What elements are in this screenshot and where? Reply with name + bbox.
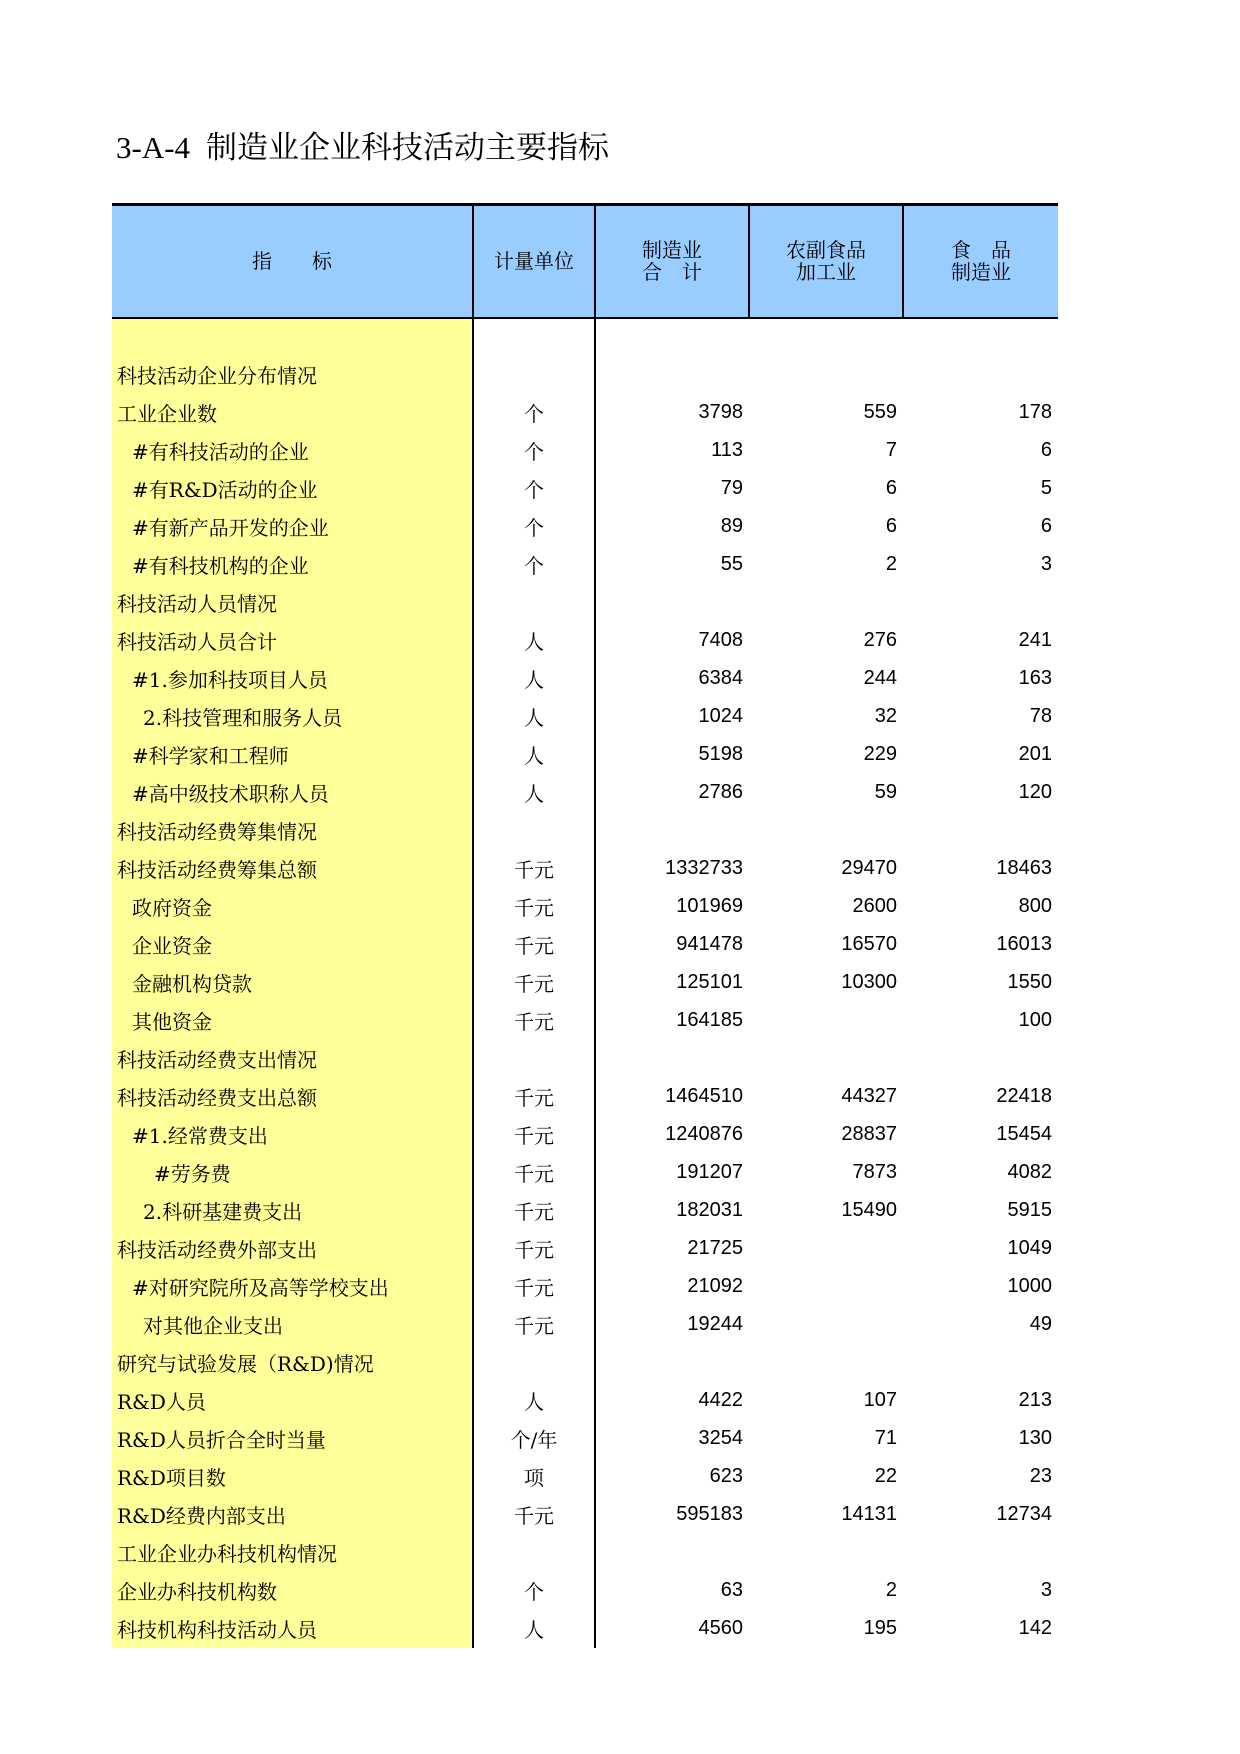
table-row bbox=[112, 1268, 1058, 1306]
indicator-label: 工业企业办科技机构情况 bbox=[112, 1534, 473, 1572]
unit-cell: 个 bbox=[473, 546, 595, 584]
value-food-manufacturing: 18463 bbox=[996, 857, 1052, 879]
indicator-label: #对研究院所及高等学校支出 bbox=[112, 1268, 473, 1306]
value-agri-food-processing bbox=[749, 1002, 903, 1040]
unit-cell: 个 bbox=[473, 470, 595, 508]
value-manufacturing-total: 4560 bbox=[698, 1617, 743, 1639]
unit-cell: 千元 bbox=[473, 1306, 595, 1344]
value-manufacturing-total: 941478 bbox=[676, 933, 743, 955]
indicator-label: 科技活动经费支出总额 bbox=[112, 1078, 473, 1116]
value-food-manufacturing: 78 bbox=[1029, 705, 1052, 727]
header-line: 制造业 bbox=[642, 238, 702, 263]
value-manufacturing-total: 182031 bbox=[676, 1199, 743, 1221]
unit-cell: 千元 bbox=[473, 850, 595, 888]
value-food-manufacturing: 241 bbox=[1018, 629, 1052, 651]
header-line: 农副食品 bbox=[786, 238, 866, 263]
indicator-label: 2.科研基建费支出 bbox=[112, 1192, 473, 1230]
indicator-label: 科技活动企业分布情况 bbox=[112, 356, 473, 394]
value-agri-food-processing: 276 bbox=[863, 629, 897, 651]
value-food-manufacturing: 201 bbox=[1018, 743, 1052, 765]
value-agri-food-processing: 10300 bbox=[841, 971, 897, 993]
indicator-label: 科技活动人员情况 bbox=[112, 584, 473, 622]
table-row bbox=[112, 394, 1058, 432]
column-header-unit bbox=[473, 205, 595, 318]
unit-cell: 人 bbox=[473, 774, 595, 812]
value-food-manufacturing: 163 bbox=[1018, 667, 1052, 689]
value-agri-food-processing: 44327 bbox=[841, 1085, 897, 1107]
value-agri-food-processing: 59 bbox=[874, 781, 897, 803]
table-title-text: 制造业企业科技活动主要指标 bbox=[206, 130, 610, 165]
value-food-manufacturing: 142 bbox=[1018, 1617, 1052, 1639]
value-agri-food-processing bbox=[749, 1230, 903, 1268]
value-agri-food-processing: 7873 bbox=[852, 1161, 897, 1183]
spacer-cell bbox=[473, 318, 595, 356]
table-row bbox=[112, 1040, 1058, 1078]
value-food-manufacturing: 12734 bbox=[996, 1503, 1052, 1525]
value-manufacturing-total: 6384 bbox=[698, 667, 743, 689]
indicator-label: 企业办科技机构数 bbox=[112, 1572, 473, 1610]
header-line: 计量单位 bbox=[494, 249, 574, 274]
indicator-label: 科技活动经费筹集情况 bbox=[112, 812, 473, 850]
header-line: 加工业 bbox=[796, 260, 856, 285]
value-manufacturing-total bbox=[595, 1344, 749, 1382]
unit-cell: 个 bbox=[473, 394, 595, 432]
value-food-manufacturing bbox=[903, 812, 1058, 850]
column-header-indicator bbox=[112, 205, 473, 318]
value-manufacturing-total: 2786 bbox=[698, 781, 743, 803]
value-manufacturing-total: 63 bbox=[720, 1579, 743, 1601]
unit-cell: 个 bbox=[473, 508, 595, 546]
table-row bbox=[112, 1382, 1058, 1420]
unit-cell bbox=[473, 1534, 595, 1572]
value-manufacturing-total: 1024 bbox=[698, 705, 743, 727]
value-manufacturing-total: 4422 bbox=[698, 1389, 743, 1411]
indicator-label: #1.参加科技项目人员 bbox=[112, 660, 473, 698]
indicator-label: 工业企业数 bbox=[112, 394, 473, 432]
value-food-manufacturing: 3 bbox=[1040, 1579, 1052, 1601]
value-food-manufacturing: 3 bbox=[1040, 553, 1052, 575]
table-row bbox=[112, 1154, 1058, 1192]
unit-cell: 人 bbox=[473, 736, 595, 774]
value-agri-food-processing bbox=[749, 584, 903, 622]
value-manufacturing-total: 1332733 bbox=[665, 857, 743, 879]
value-manufacturing-total: 125101 bbox=[676, 971, 743, 993]
value-agri-food-processing: 29470 bbox=[841, 857, 897, 879]
value-food-manufacturing bbox=[903, 356, 1058, 394]
indicator-label: 政府资金 bbox=[112, 888, 473, 926]
value-agri-food-processing bbox=[749, 1268, 903, 1306]
indicator-label: 金融机构贷款 bbox=[112, 964, 473, 1002]
value-agri-food-processing: 107 bbox=[863, 1389, 897, 1411]
value-manufacturing-total: 5198 bbox=[698, 743, 743, 765]
table-row bbox=[112, 736, 1058, 774]
value-agri-food-processing: 244 bbox=[863, 667, 897, 689]
table-row bbox=[112, 1420, 1058, 1458]
unit-cell: 千元 bbox=[473, 1192, 595, 1230]
indicator-label: R&D人员折合全时当量 bbox=[112, 1420, 473, 1458]
value-manufacturing-total: 55 bbox=[720, 553, 743, 575]
indicator-label: #科学家和工程师 bbox=[112, 736, 473, 774]
value-agri-food-processing: 2 bbox=[885, 1579, 897, 1601]
value-manufacturing-total: 1240876 bbox=[665, 1123, 743, 1145]
indicator-label: 对其他企业支出 bbox=[112, 1306, 473, 1344]
header-line: 合 计 bbox=[642, 260, 702, 285]
table-row bbox=[112, 1192, 1058, 1230]
value-agri-food-processing: 195 bbox=[863, 1617, 897, 1639]
indicator-label: 研究与试验发展（R&D)情况 bbox=[112, 1344, 473, 1382]
table-row bbox=[112, 1078, 1058, 1116]
unit-cell: 个/年 bbox=[473, 1420, 595, 1458]
value-food-manufacturing: 1000 bbox=[1007, 1275, 1052, 1297]
column-header-agri-food-processing bbox=[749, 205, 903, 318]
indicator-label: #有科技活动的企业 bbox=[112, 432, 473, 470]
indicator-label: R&D经费内部支出 bbox=[112, 1496, 473, 1534]
table-row bbox=[112, 1306, 1058, 1344]
value-agri-food-processing bbox=[749, 1306, 903, 1344]
value-food-manufacturing: 120 bbox=[1018, 781, 1052, 803]
value-food-manufacturing: 5915 bbox=[1007, 1199, 1052, 1221]
table-row bbox=[112, 1458, 1058, 1496]
value-agri-food-processing bbox=[749, 356, 903, 394]
value-food-manufacturing bbox=[903, 1344, 1058, 1382]
value-food-manufacturing: 16013 bbox=[996, 933, 1052, 955]
table-row bbox=[112, 1572, 1058, 1610]
value-food-manufacturing: 6 bbox=[1040, 439, 1052, 461]
table-row bbox=[112, 850, 1058, 888]
unit-cell: 千元 bbox=[473, 926, 595, 964]
unit-cell: 人 bbox=[473, 660, 595, 698]
value-agri-food-processing: 2 bbox=[885, 553, 897, 575]
table-code: 3-A-4 bbox=[116, 130, 191, 165]
spacer-cell bbox=[595, 318, 749, 356]
value-food-manufacturing: 23 bbox=[1029, 1465, 1052, 1487]
unit-cell: 人 bbox=[473, 622, 595, 660]
value-food-manufacturing bbox=[903, 1040, 1058, 1078]
table-row bbox=[112, 622, 1058, 660]
unit-cell: 个 bbox=[473, 432, 595, 470]
value-food-manufacturing: 213 bbox=[1018, 1389, 1052, 1411]
header-row bbox=[112, 205, 1058, 318]
header-line: 食 品 bbox=[951, 238, 1011, 263]
value-agri-food-processing: 15490 bbox=[841, 1199, 897, 1221]
table-row bbox=[112, 812, 1058, 850]
table-row bbox=[112, 432, 1058, 470]
indicator-label: 科技活动经费筹集总额 bbox=[112, 850, 473, 888]
indicator-table bbox=[112, 203, 1058, 1648]
value-manufacturing-total: 7408 bbox=[698, 629, 743, 651]
indicator-label: #1.经常费支出 bbox=[112, 1116, 473, 1154]
table-row bbox=[112, 774, 1058, 812]
table-row bbox=[112, 1496, 1058, 1534]
value-food-manufacturing bbox=[903, 584, 1058, 622]
unit-cell: 千元 bbox=[473, 1230, 595, 1268]
value-agri-food-processing: 28837 bbox=[841, 1123, 897, 1145]
value-food-manufacturing: 22418 bbox=[996, 1085, 1052, 1107]
indicator-label: #有新产品开发的企业 bbox=[112, 508, 473, 546]
indicator-label: 科技活动经费外部支出 bbox=[112, 1230, 473, 1268]
value-food-manufacturing: 15454 bbox=[996, 1123, 1052, 1145]
table-row bbox=[112, 1230, 1058, 1268]
value-agri-food-processing: 16570 bbox=[841, 933, 897, 955]
header-line: 制造业 bbox=[951, 260, 1011, 285]
table-row bbox=[112, 698, 1058, 736]
value-agri-food-processing: 71 bbox=[874, 1427, 897, 1449]
value-agri-food-processing: 6 bbox=[885, 515, 897, 537]
value-agri-food-processing: 6 bbox=[885, 477, 897, 499]
unit-cell: 千元 bbox=[473, 1154, 595, 1192]
value-agri-food-processing: 7 bbox=[885, 439, 897, 461]
value-manufacturing-total: 595183 bbox=[676, 1503, 743, 1525]
unit-cell: 千元 bbox=[473, 1002, 595, 1040]
value-manufacturing-total: 113 bbox=[711, 439, 743, 461]
spacer-cell bbox=[749, 318, 903, 356]
indicator-label: 科技活动人员合计 bbox=[112, 622, 473, 660]
value-food-manufacturing: 178 bbox=[1018, 401, 1052, 423]
value-agri-food-processing: 32 bbox=[874, 705, 897, 727]
unit-cell bbox=[473, 812, 595, 850]
column-header-manufacturing-total bbox=[595, 205, 749, 318]
table-row bbox=[112, 356, 1058, 394]
indicator-label: #高中级技术职称人员 bbox=[112, 774, 473, 812]
table-row bbox=[112, 546, 1058, 584]
value-manufacturing-total bbox=[595, 1040, 749, 1078]
spacer-row bbox=[112, 318, 1058, 356]
unit-cell: 千元 bbox=[473, 1496, 595, 1534]
table-row bbox=[112, 964, 1058, 1002]
table-row bbox=[112, 584, 1058, 622]
value-manufacturing-total bbox=[595, 356, 749, 394]
unit-cell: 千元 bbox=[473, 964, 595, 1002]
value-agri-food-processing: 2600 bbox=[852, 895, 897, 917]
value-manufacturing-total: 3798 bbox=[698, 401, 743, 423]
unit-cell: 千元 bbox=[473, 888, 595, 926]
value-manufacturing-total: 3254 bbox=[698, 1427, 743, 1449]
value-food-manufacturing: 800 bbox=[1018, 895, 1052, 917]
spacer-cell bbox=[112, 318, 473, 356]
table-row bbox=[112, 1116, 1058, 1154]
table-row bbox=[112, 1002, 1058, 1040]
indicator-label: 其他资金 bbox=[112, 1002, 473, 1040]
unit-cell: 个 bbox=[473, 1572, 595, 1610]
indicator-label: #劳务费 bbox=[112, 1154, 473, 1192]
value-manufacturing-total: 89 bbox=[720, 515, 743, 537]
value-agri-food-processing: 229 bbox=[863, 743, 897, 765]
value-manufacturing-total: 79 bbox=[720, 477, 743, 499]
unit-cell: 人 bbox=[473, 1610, 595, 1648]
indicator-label: 2.科技管理和服务人员 bbox=[112, 698, 473, 736]
table-row bbox=[112, 508, 1058, 546]
indicator-label: R&D项目数 bbox=[112, 1458, 473, 1496]
value-manufacturing-total: 164185 bbox=[676, 1009, 743, 1031]
value-agri-food-processing bbox=[749, 1344, 903, 1382]
table-row bbox=[112, 1610, 1058, 1648]
table-row bbox=[112, 1344, 1058, 1382]
value-food-manufacturing: 100 bbox=[1018, 1009, 1052, 1031]
indicator-label: 企业资金 bbox=[112, 926, 473, 964]
spacer-cell bbox=[903, 318, 1058, 356]
unit-cell: 人 bbox=[473, 1382, 595, 1420]
table-row bbox=[112, 1534, 1058, 1572]
table-title bbox=[116, 122, 609, 167]
value-manufacturing-total: 19244 bbox=[687, 1313, 743, 1335]
unit-cell: 人 bbox=[473, 698, 595, 736]
unit-cell: 千元 bbox=[473, 1078, 595, 1116]
value-agri-food-processing: 22 bbox=[874, 1465, 897, 1487]
table-row bbox=[112, 888, 1058, 926]
value-manufacturing-total: 191207 bbox=[676, 1161, 743, 1183]
value-agri-food-processing: 559 bbox=[863, 401, 897, 423]
value-food-manufacturing: 49 bbox=[1029, 1313, 1052, 1335]
indicator-label: #有R&D活动的企业 bbox=[112, 470, 473, 508]
table-row bbox=[112, 660, 1058, 698]
indicator-label: 科技机构科技活动人员 bbox=[112, 1610, 473, 1648]
table-row bbox=[112, 926, 1058, 964]
unit-cell: 千元 bbox=[473, 1116, 595, 1154]
table-body bbox=[112, 318, 1058, 1648]
value-manufacturing-total: 101969 bbox=[676, 895, 743, 917]
value-agri-food-processing bbox=[749, 1534, 903, 1572]
indicator-label: 科技活动经费支出情况 bbox=[112, 1040, 473, 1078]
value-agri-food-processing: 14131 bbox=[841, 1503, 897, 1525]
value-manufacturing-total: 21092 bbox=[687, 1275, 743, 1297]
value-food-manufacturing: 130 bbox=[1018, 1427, 1052, 1449]
value-manufacturing-total bbox=[595, 584, 749, 622]
value-manufacturing-total: 21725 bbox=[687, 1237, 743, 1259]
value-manufacturing-total: 623 bbox=[709, 1465, 743, 1487]
value-food-manufacturing: 4082 bbox=[1007, 1161, 1052, 1183]
value-food-manufacturing bbox=[903, 1534, 1058, 1572]
table-row bbox=[112, 470, 1058, 508]
value-manufacturing-total bbox=[595, 1534, 749, 1572]
unit-cell: 千元 bbox=[473, 1268, 595, 1306]
value-agri-food-processing bbox=[749, 1040, 903, 1078]
value-food-manufacturing: 6 bbox=[1040, 515, 1052, 537]
value-food-manufacturing: 1049 bbox=[1007, 1237, 1052, 1259]
unit-cell bbox=[473, 356, 595, 394]
value-agri-food-processing bbox=[749, 812, 903, 850]
column-header-food-manufacturing bbox=[903, 205, 1058, 318]
value-food-manufacturing: 1550 bbox=[1007, 971, 1052, 993]
unit-cell bbox=[473, 1344, 595, 1382]
header-line: 指 标 bbox=[252, 249, 332, 274]
unit-cell bbox=[473, 1040, 595, 1078]
unit-cell: 项 bbox=[473, 1458, 595, 1496]
unit-cell bbox=[473, 584, 595, 622]
value-manufacturing-total bbox=[595, 812, 749, 850]
indicator-label: #有科技机构的企业 bbox=[112, 546, 473, 584]
indicator-label: R&D人员 bbox=[112, 1382, 473, 1420]
value-manufacturing-total: 1464510 bbox=[665, 1085, 743, 1107]
value-food-manufacturing: 5 bbox=[1040, 477, 1052, 499]
